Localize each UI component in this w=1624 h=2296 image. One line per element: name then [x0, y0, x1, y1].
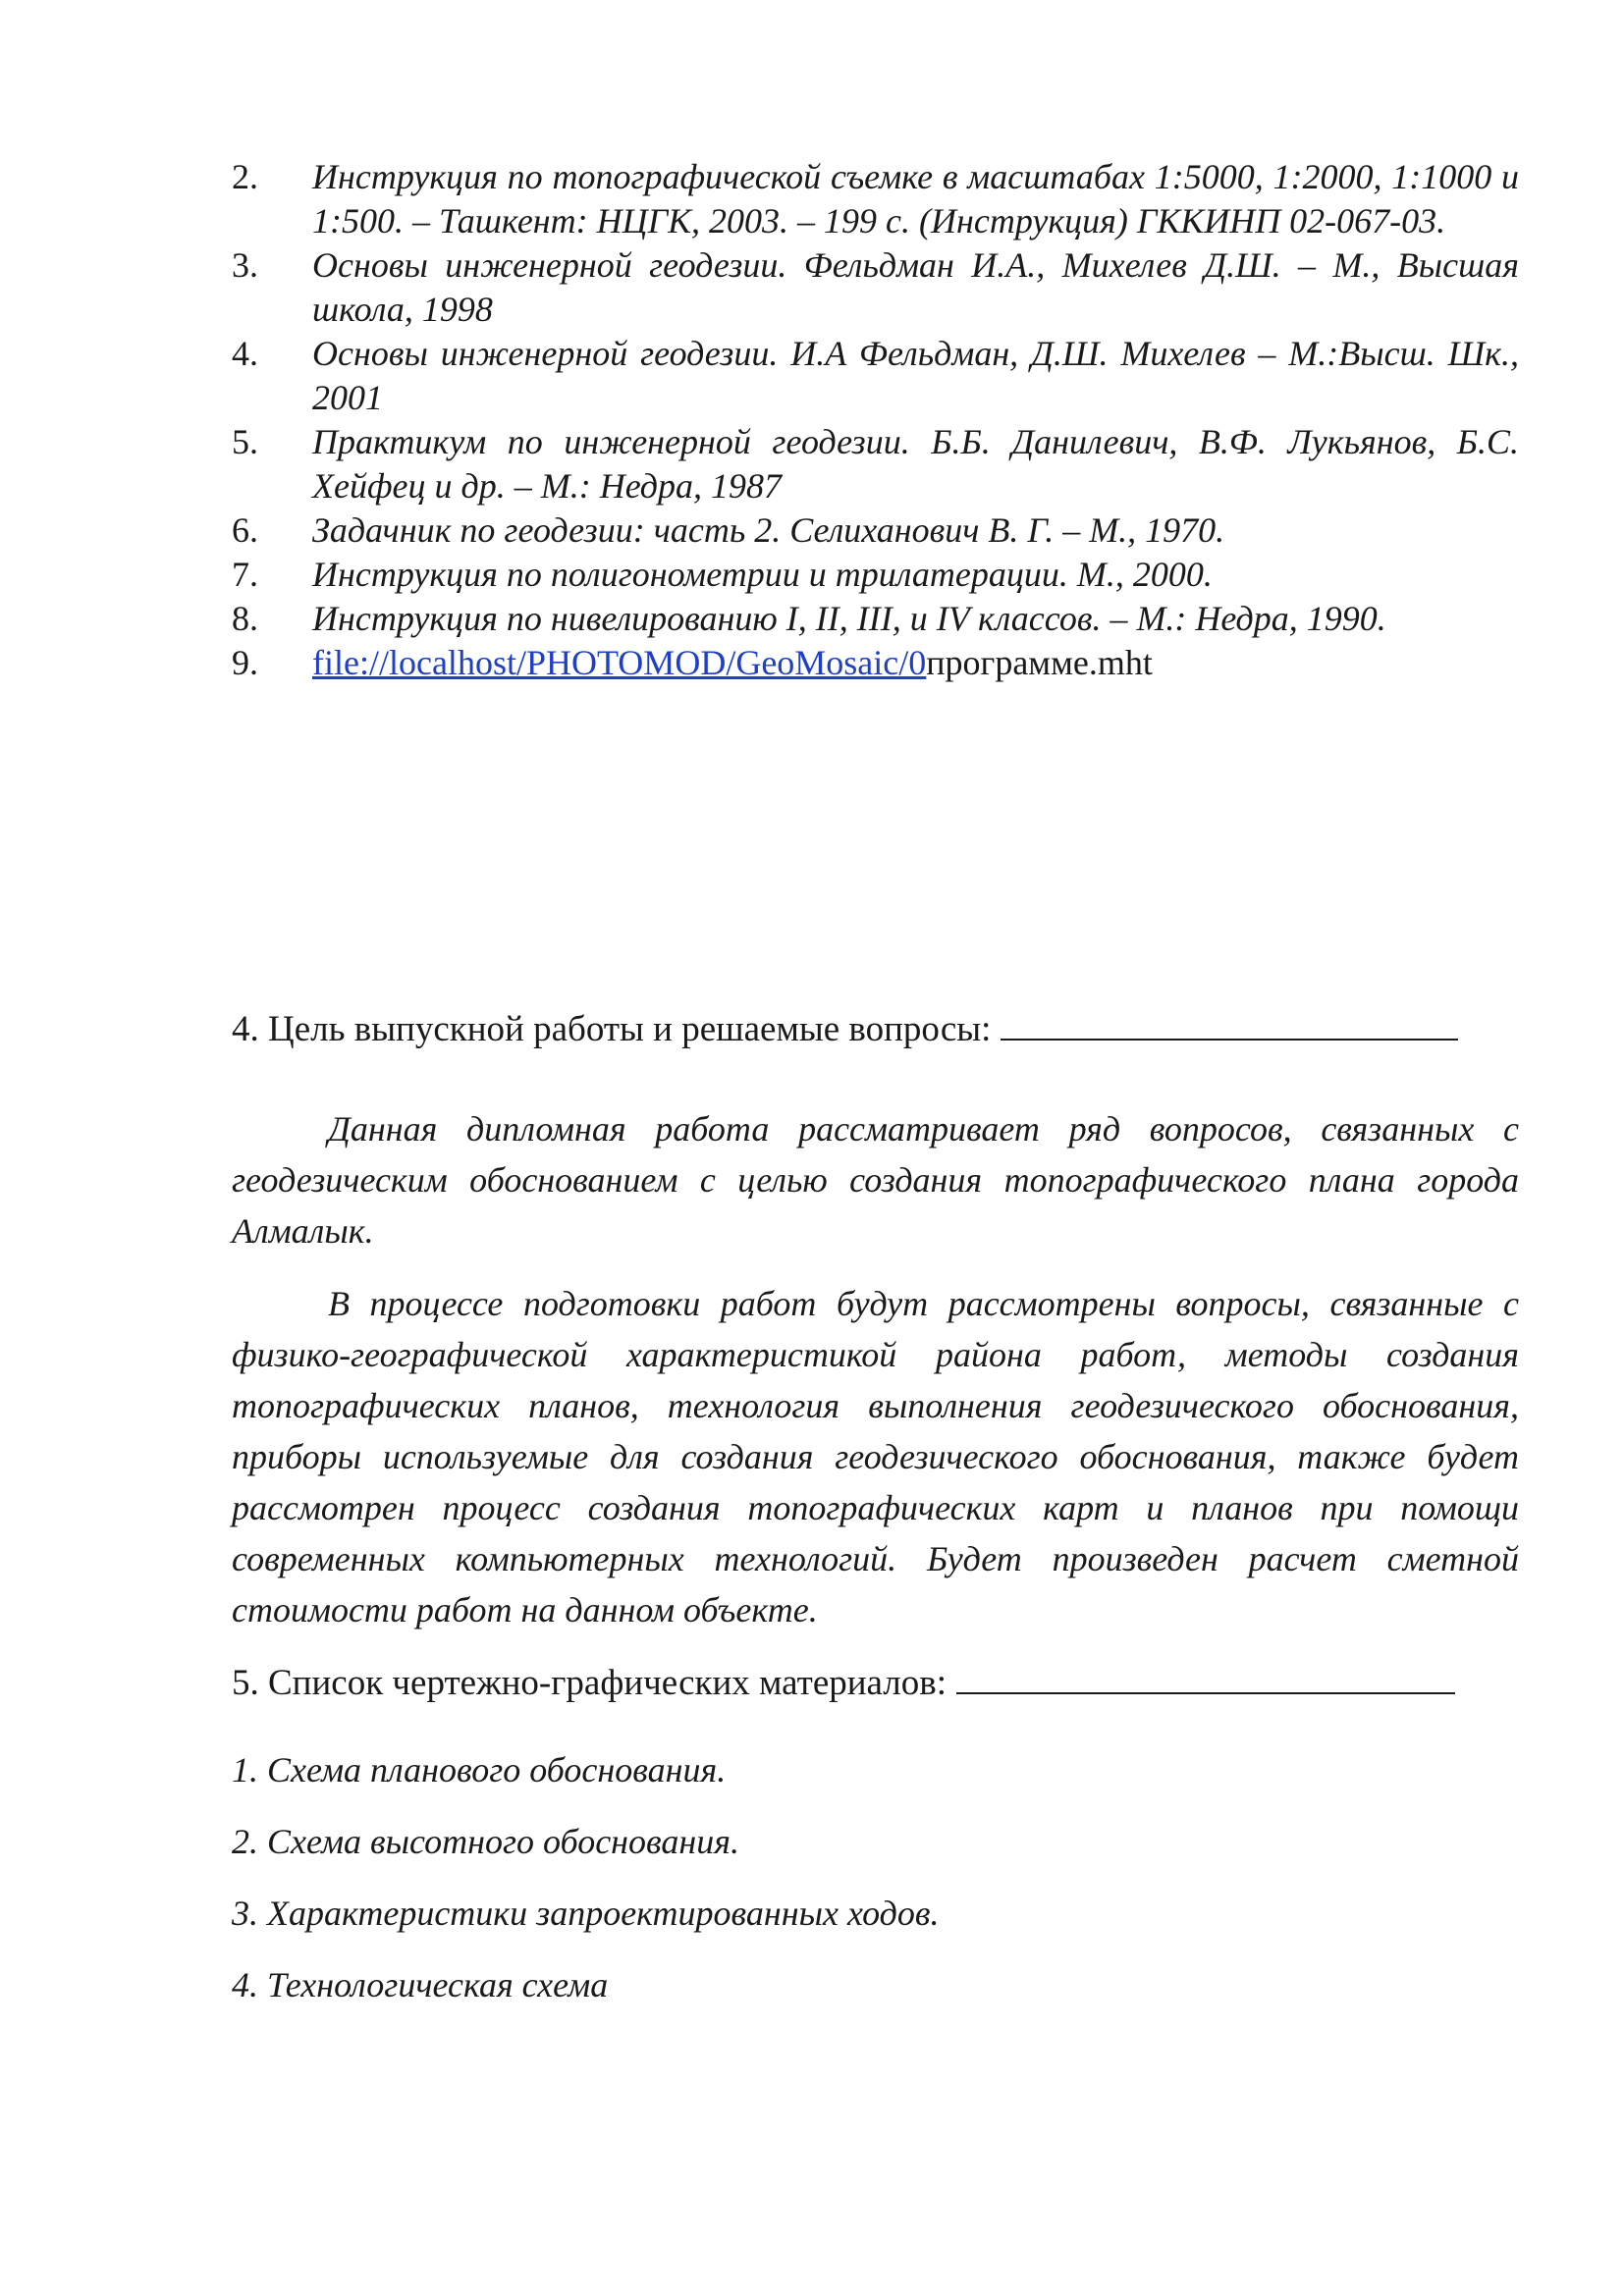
reference-item	[232, 508, 1519, 553]
reference-item	[232, 420, 1519, 508]
reference-link-suffix: программе.mht	[926, 643, 1153, 682]
section-4-paragraph-1: Данная дипломная работа рассматривает ряд вопросов, связанных с геодезическим обоснованием с целью создания топографического плана города Алмалык.	[232, 1109, 1519, 1251]
reference-number: 3.	[232, 245, 258, 285]
reference-text: Основы инженерной геодезии. Фельдман И.А., Михелев Д.Ш. – М., Высшая школа, 1998	[312, 245, 1519, 329]
materials-item: 4. Технологическая схема	[232, 1965, 609, 2004]
section-4-heading-text: 4. Цель выпускной работы и решаемые вопросы:	[232, 1009, 992, 1049]
reference-number: 2.	[232, 157, 258, 196]
section-5-heading	[232, 1659, 1455, 1706]
reference-text: Основы инженерной геодезии. И.А Фельдман, Д.Ш. Михелев – М.:Высш. Шк., 2001	[312, 334, 1519, 417]
section-5-blank-line	[956, 1659, 1455, 1694]
reference-list	[232, 155, 1519, 685]
reference-number: 6.	[232, 510, 258, 550]
reference-item	[232, 597, 1519, 641]
section-4-heading	[232, 1005, 1458, 1052]
reference-item	[232, 155, 1519, 243]
reference-item	[232, 243, 1519, 332]
reference-number: 7.	[232, 555, 258, 594]
reference-number: 4.	[232, 334, 258, 373]
reference-text: Инструкция по топографической съемке в масштабах 1:5000, 1:2000, 1:1000 и 1:500. – Ташкент: НЦГК, 2003. – 199 с. (Инструкция) ГККИНП 02-067-03.	[312, 157, 1519, 240]
section-4-paragraph-2: В процессе подготовки работ будут рассмотрены вопросы, связанные с физико-географической характеристикой района работ, методы создания топографических планов, технология выполнения геодезического обоснования, приборы используемые для создания геодезического обоснования, также будет рассмотрен процесс создания топографических карт и планов при помощи современных компьютерных технологий. Будет произведен расчет сметной стоимости работ на данном объекте.	[232, 1284, 1519, 1629]
reference-text: Инструкция по нивелированию I, II, III, и IV классов. – М.: Недра, 1990.	[312, 599, 1386, 638]
reference-text: Практикум по инженерной геодезии. Б.Б. Данилевич, В.Ф. Лукьянов, Б.С. Хейфец и др. – М.: Недра, 1987	[312, 422, 1519, 506]
reference-item-link	[232, 641, 1519, 685]
section-5-heading-text: 5. Список чертежно-графических материалов:	[232, 1663, 947, 1703]
reference-number: 5.	[232, 422, 258, 461]
materials-item: 3. Характеристики запроектированных ходов.	[232, 1894, 940, 1933]
reference-text: Задачник по геодезии: часть 2. Селиханович В. Г. – М., 1970.	[312, 510, 1225, 550]
reference-file-link[interactable]: file://localhost/PHOTOMOD/GeoMosaic/0	[312, 643, 927, 682]
reference-item	[232, 553, 1519, 597]
materials-item: 1. Схема планового обоснования.	[232, 1750, 727, 1789]
reference-item	[232, 332, 1519, 420]
reference-number: 9.	[232, 643, 258, 682]
section-4-blank-line	[1001, 1005, 1458, 1041]
materials-list	[232, 1747, 1508, 2034]
reference-text: Инструкция по полигонометрии и трилатерации. М., 2000.	[312, 555, 1213, 594]
materials-item: 2. Схема высотного обоснования.	[232, 1822, 740, 1861]
reference-number: 8.	[232, 599, 258, 638]
